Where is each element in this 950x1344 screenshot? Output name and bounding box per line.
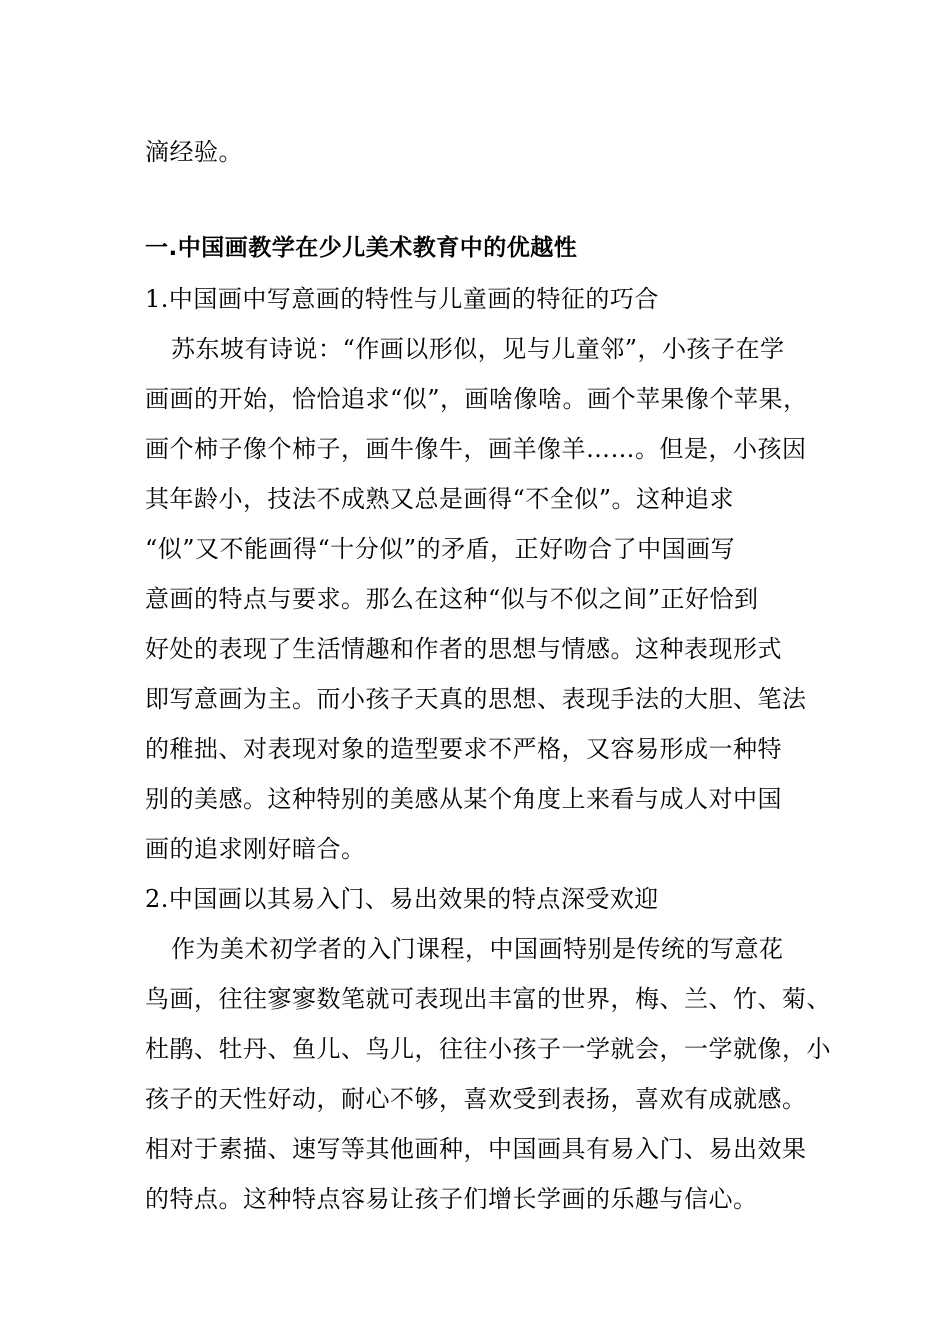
subsection-heading: 2.中国画以其易入门、易出效果的特点深受欢迎	[145, 885, 659, 913]
paragraph-line: 的特点。这种特点容易让孩子们增长学画的乐趣与信心。	[145, 1185, 758, 1213]
text-line: 滴经验。	[145, 138, 243, 166]
paragraph-line: 鸟画，往往寥寥数笔就可表现出丰富的世界，梅、兰、竹、菊、	[145, 985, 831, 1013]
paragraph-line: 其年龄小，技法不成熟又总是画得“不全似”。这种追求	[145, 485, 735, 513]
paragraph-line: 相对于素描、速写等其他画种，中国画具有易入门、易出效果	[145, 1135, 807, 1163]
paragraph-line: “似”又不能画得“十分似”的矛盾，正好吻合了中国画写	[145, 535, 736, 563]
paragraph-line: 杜鹃、牡丹、鱼儿、鸟儿，往往小孩子一学就会，一学就像，小	[145, 1035, 831, 1063]
paragraph-line: 别的美感。这种特别的美感从某个角度上来看与成人对中国	[145, 785, 782, 813]
paragraph-line: 画的追求刚好暗合。	[145, 835, 366, 863]
paragraph-line: 的稚拙、对表现对象的造型要求不严格，又容易形成一种特	[145, 735, 782, 763]
subsection-heading: 1.中国画中写意画的特性与儿童画的特征的巧合	[145, 285, 659, 313]
paragraph-line: 作为美术初学者的入门课程，中国画特别是传统的写意花	[171, 935, 784, 963]
paragraph-line: 画个柿子像个柿子，画牛像牛，画羊像羊……。但是，小孩因	[145, 435, 807, 463]
paragraph-line: 苏东坡有诗说：“作画以形似，见与儿童邻”，小孩子在学	[171, 335, 785, 363]
paragraph-line: 画画的开始，恰恰追求“似”，画啥像啥。画个苹果像个苹果，	[145, 385, 808, 413]
paragraph-line: 好处的表现了生活情趣和作者的思想与情感。这种表现形式	[145, 635, 782, 663]
paragraph-line: 意画的特点与要求。那么在这种“似与不似之间”正好恰到	[145, 585, 759, 613]
section-heading: 一.中国画教学在少儿美术教育中的优越性	[145, 235, 578, 261]
paragraph-line: 即写意画为主。而小孩子天真的思想、表现手法的大胆、笔法	[145, 685, 807, 713]
paragraph-line: 孩子的天性好动，耐心不够，喜欢受到表扬，喜欢有成就感。	[145, 1085, 807, 1113]
